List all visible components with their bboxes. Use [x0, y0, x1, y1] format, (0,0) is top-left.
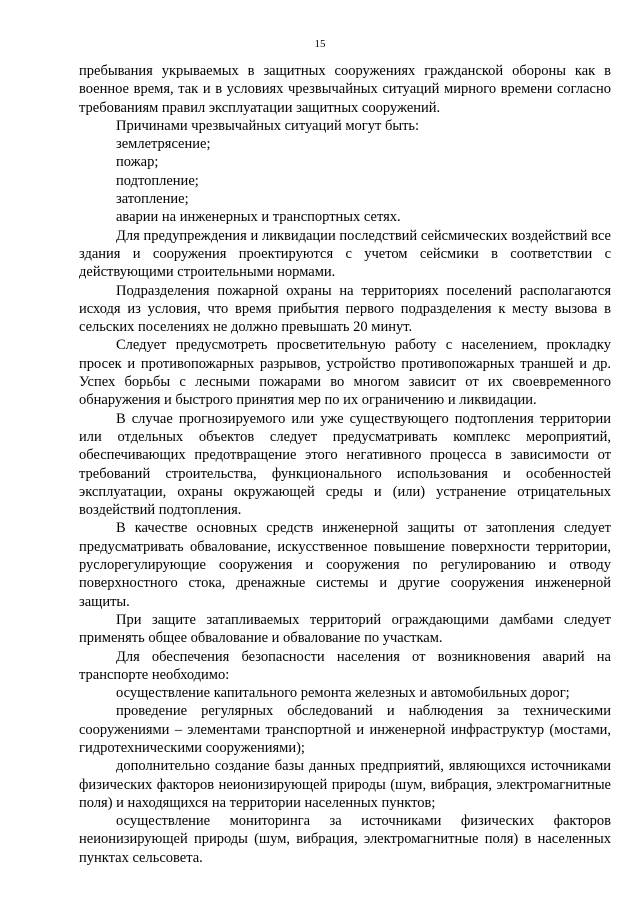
list-item-fire: пожар; [116, 154, 159, 171]
list-item-road-repair: осуществление капитального ремонта железных и автомобильных дорог; [116, 685, 570, 702]
paragraph-fire-service: Подразделения пожарной охраны на территориях поселений располагаются исходя из условия, что время прибытия первого подразделения к месту вызова в сельских поселениях не должно превышать 20 минут. [79, 282, 611, 336]
paragraph-flood-protection: В качестве основных средств инженерной защиты от затопления следует предусматривать обвалование, искусственное повышение поверхности территории, руслорегулирующие сооружения и сооружения по регулированию и отводу поверхностного стока, дренажные системы и другие сооружения инженерной защиты. [79, 520, 611, 610]
paragraph-forest-fires: Следует предусмотреть просветительную работу с населением, прокладку просек и противопожарных разрывов, устройство противопожарных траншей и др. Успех борьбы с лесными пожарами во многом зависит от их своевременного обнаружения и быстрого принятия мер по их ограничению и ликвидации. [79, 337, 611, 409]
document-body [79, 62, 611, 867]
paragraph-transport-safety: Для обеспечения безопасности населения от возникновения аварий на транспорте необходимо: [79, 648, 611, 683]
paragraph-emergency-causes-intro: Причинами чрезвычайных ситуаций могут быть: [116, 117, 420, 134]
list-item-monitoring: осуществление мониторинга за источниками физических факторов неионизирующей природы (шум, вибрация, электромагнитные поля) в населенных пунктах сельсовета. [79, 813, 611, 866]
list-item-inspections: проведение регулярных обследований и наблюдения за техническими сооружениями – элементами транспортной и инженерной инфраструктур (мостами, гидротехническими сооружениями); [79, 703, 611, 756]
paragraph-underflooding: В случае прогнозируемого или уже существующего подтопления территории или отдельных объектов следует предусматривать комплекс мероприятий, обеспечивающих предотвращение этого негативного процесса в зависимости от требований строительства, функционального использования и особенностей эксплуатации, охраны окружающей среды и (или) устранение отрицательных воздействий подтопления. [79, 410, 611, 519]
list-item-underflooding: подтопление; [116, 172, 199, 189]
list-item-flooding: затопление; [116, 191, 189, 208]
paragraph-seismic: Для предупреждения и ликвидации последствий сейсмических воздействий все здания и сооружения проектируются с учетом сейсмики в соответствии с действующими строительными нормами. [79, 227, 611, 281]
list-item-network-accidents: аварии на инженерных и транспортных сетях. [116, 209, 401, 226]
paragraph-dams: При защите затапливаемых территорий ограждающими дамбами следует применять общее обвалование и обвалование по участкам. [79, 611, 611, 647]
list-item-earthquake: землетрясение; [116, 136, 211, 153]
page-number: 15 [314, 38, 326, 50]
paragraph-continuation: пребывания укрываемых в защитных сооружениях гражданской обороны как в военное время, так и в условиях чрезвычайных ситуаций мирного времени согласно требованиям правил эксплуатации защитных сооружений. [79, 63, 611, 116]
list-item-database: дополнительно создание базы данных предприятий, являющихся источниками физических факторов неионизирующей природы (шум, вибрация, электромагнитные поля) и находящихся на территории населенных пунктов; [79, 758, 611, 811]
